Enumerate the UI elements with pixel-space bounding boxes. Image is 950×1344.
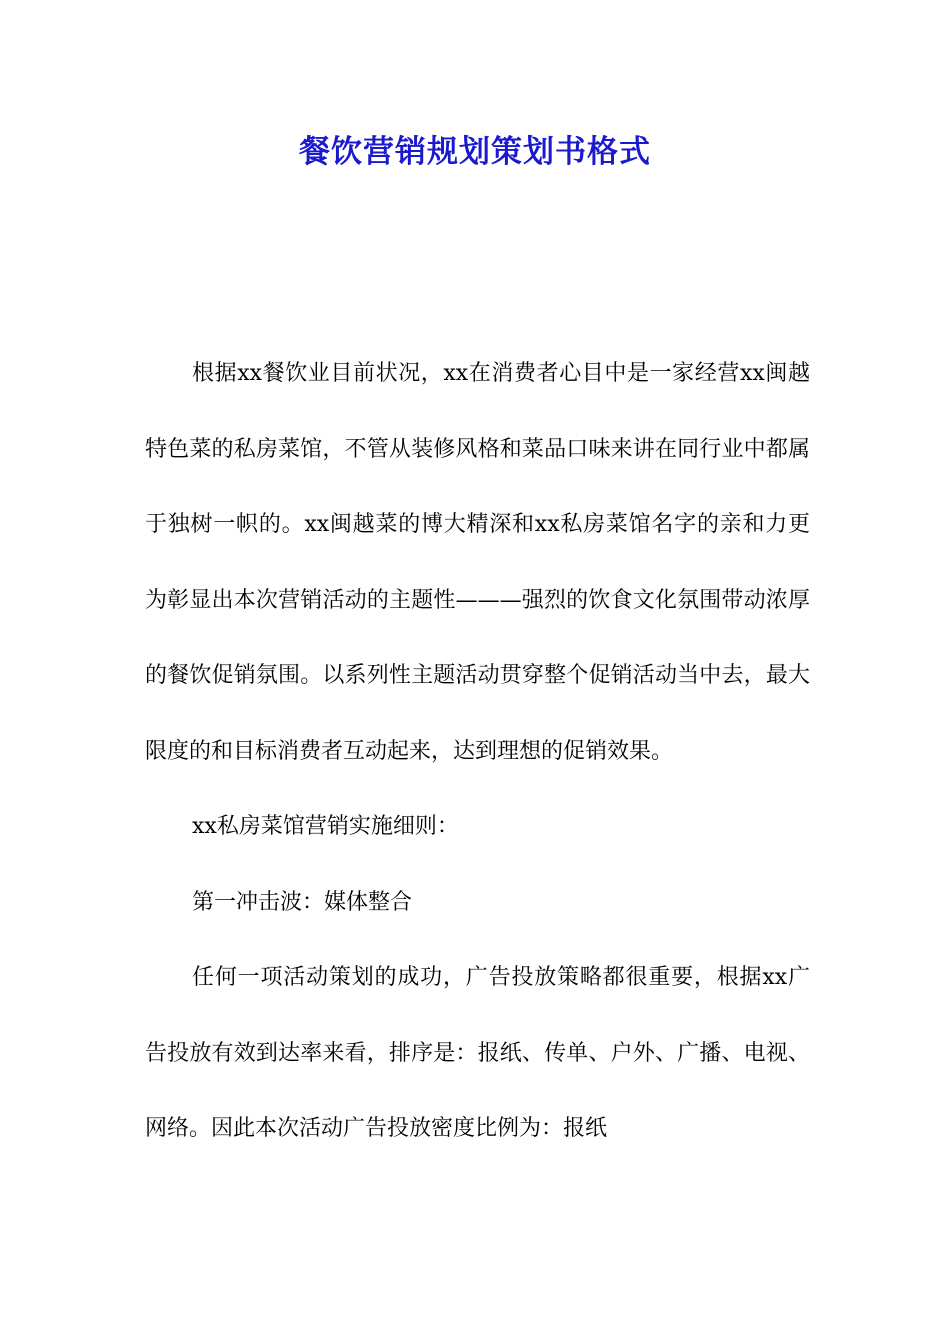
paragraph-media-strategy: 任何一项活动策划的成功，广告投放策略都很重要，根据xx广告投放有效到达率来看，排序是：报纸、传单、户外、广播、电视、网络。因此本次活动广告投放密度比例为：报纸 (145, 965, 810, 1141)
document-body (145, 336, 810, 1167)
document-title: 餐饮营销规划策划书格式 (299, 134, 651, 170)
paragraph-intro: 根据xx餐饮业目前状况，xx在消费者心目中是一家经营xx闽越特色菜的私房菜馆，不管从装修风格和菜品口味来讲在同行业中都属于独树一帜的。xx闽越菜的博大精深和xx私房菜馆名字的亲和力更为彰显出本次营销活动的主题性———强烈的饮食文化氛围带动浓厚的餐饮促销氛围。以系列性主题活动贯穿整个促销活动当中去，最大限度的和目标消费者互动起来，达到理想的促销效果。 (145, 361, 810, 764)
paragraph-first-wave-heading: 第一冲击波：媒体整合 (192, 889, 413, 915)
paragraph-implementation-heading: xx私房菜馆营销实施细则： (192, 814, 459, 839)
